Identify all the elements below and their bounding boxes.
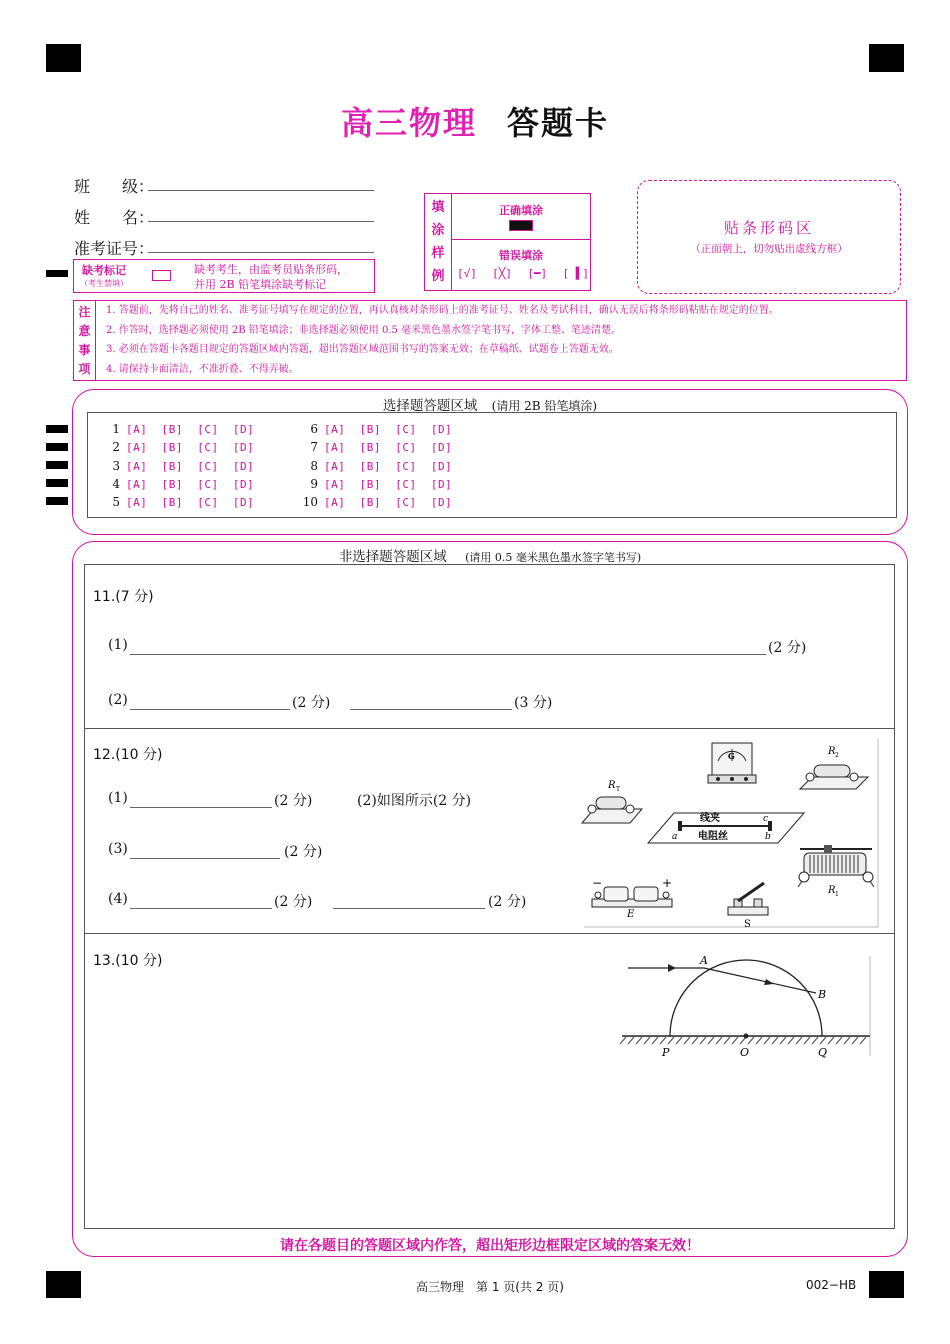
id-label: 准考证号： <box>74 239 155 258</box>
class-label: 班 级： <box>74 177 155 196</box>
q11-part2-score-a: (2 分) <box>292 695 331 711</box>
q12-part4-score-a: (2 分) <box>274 894 313 910</box>
choice-options[interactable]: [A] [B] [C] [D] <box>324 496 453 510</box>
wire-label: 电阻丝 <box>698 831 728 842</box>
q11-part1-blank[interactable] <box>130 654 766 655</box>
notes-side-char: 项 <box>78 362 91 376</box>
choice-options[interactable]: [A] [B] [C] [D] <box>126 441 255 455</box>
wrong-sample: [╳] <box>492 267 513 280</box>
timing-mark <box>46 443 68 451</box>
plus-label: + <box>662 876 673 890</box>
fill-side-char: 填 <box>431 200 445 215</box>
rt-label: R <box>608 780 616 791</box>
wrong-fill-samples <box>457 267 589 280</box>
nonchoice-hint: (请用 0.5 毫米黑色墨水签字笔书写) <box>465 551 642 564</box>
clip-label: 线夹 <box>700 813 720 824</box>
choice-number: 2 <box>112 440 120 455</box>
notes-list <box>106 301 902 379</box>
choice-options[interactable]: [A] [B] [C] [D] <box>324 441 453 455</box>
barcode-sub: （正面朝上，切勿贴出虚线方框） <box>690 243 848 255</box>
c-label: c <box>763 814 769 824</box>
choice-options[interactable]: [A] [B] [C] [D] <box>126 496 255 510</box>
fill-example-box <box>424 193 591 291</box>
notes-box <box>73 300 907 381</box>
q12-part3-label: (3) <box>108 841 128 857</box>
choice-number: 1 <box>112 422 120 436</box>
name-field[interactable] <box>148 221 374 222</box>
thermistor-rt-icon <box>582 780 642 823</box>
name-label: 姓 名： <box>74 208 155 227</box>
q11-part2-score-b: (3 分) <box>514 695 553 711</box>
footer-warning: 请在各题目的答题区域内作答，超出矩形边框限定区域的答案无效！ <box>280 1238 700 1254</box>
note-item: 4. 请保持卡面清洁，不准折叠、不得弄破。 <box>106 363 299 375</box>
timing-mark <box>46 270 68 277</box>
barcode-title: 贴条形码区 <box>723 219 814 237</box>
wrong-sample: [ ▌] <box>562 267 589 280</box>
q-divider <box>84 933 894 934</box>
barcode-area[interactable] <box>637 180 901 294</box>
choice-number: 6 <box>310 422 318 436</box>
fill-divider <box>452 239 590 240</box>
rt-sub: T <box>616 786 621 793</box>
choice-title: 选择题答题区域 <box>382 398 478 414</box>
q12-circuit-figure <box>578 737 881 931</box>
absent-title: 缺考标记 <box>82 264 126 277</box>
choice-number: 4 <box>112 476 120 491</box>
title-subject: 高三物理 <box>340 104 477 142</box>
timing-mark <box>46 425 68 433</box>
q12-part1-blank[interactable] <box>130 807 272 808</box>
choice-number: 5 <box>112 495 120 510</box>
absent-checkbox[interactable] <box>152 270 171 281</box>
choice-options[interactable]: [A] [B] [C] [D] <box>126 477 255 491</box>
corner-mark-top-right <box>869 44 904 72</box>
notes-side <box>74 301 96 380</box>
b-label: b <box>765 832 771 842</box>
class-field[interactable] <box>148 190 374 191</box>
page-title <box>0 98 950 144</box>
choice-options[interactable]: [A] [B] [C] [D] <box>126 423 255 436</box>
point-q-label: Q <box>818 1046 828 1059</box>
notes-side-char: 事 <box>78 343 91 357</box>
q12-part4-label: (4) <box>108 891 128 907</box>
minus-label: − <box>592 876 603 890</box>
r1-label: R <box>828 885 836 896</box>
a-label: a <box>672 832 678 842</box>
q-divider <box>84 728 894 729</box>
q12-part3-blank[interactable] <box>130 858 280 859</box>
point-a-label: A <box>700 954 708 967</box>
absent-text-2: 并用 2B 铅笔填涂缺考标记 <box>194 278 327 291</box>
choice-number: 3 <box>112 458 120 473</box>
choice-header <box>0 394 950 414</box>
q11-part1-score: (2 分) <box>768 640 807 656</box>
correct-fill-label: 正确填涂 <box>499 204 543 217</box>
q11-part2-label: (2) <box>108 692 128 708</box>
q12-part4-blank-b[interactable] <box>333 908 485 909</box>
fill-side-char: 涂 <box>431 223 445 238</box>
fill-side-char: 样 <box>431 246 445 261</box>
choice-number: 8 <box>310 458 318 473</box>
id-field[interactable] <box>148 252 374 253</box>
choice-options[interactable]: [A] [B] [C] [D] <box>324 423 453 436</box>
resistance-wire-board <box>648 811 804 843</box>
timing-mark <box>46 461 68 469</box>
title-card: 答题卡 <box>507 104 610 142</box>
note-item: 2. 作答时，选择题必须使用 2B 铅笔填涂；非选择题必须使用 0.5 毫米黑色墨水签字笔书写，字体工整、笔迹清楚。 <box>106 324 622 336</box>
correct-fill-sample <box>509 220 533 231</box>
q11-part2-blank-a[interactable] <box>130 709 290 710</box>
q12-part1-score: (2 分) <box>274 793 313 809</box>
nonchoice-title: 非选择题答题区域 <box>338 549 447 565</box>
fill-example-side <box>425 194 452 290</box>
rheostat-r1-icon <box>798 845 874 898</box>
choice-hint: (请用 2B 铅笔填涂) <box>491 399 598 413</box>
choice-options[interactable]: [A] [B] [C] [D] <box>126 459 255 473</box>
choice-options[interactable]: [A] [B] [C] [D] <box>324 459 453 473</box>
note-item: 1. 答题前，先将自己的姓名、准考证号填写在规定的位置，再认真核对条形码上的准考证号、姓名及考试科目，确认无误后将条形码粘贴在规定的位置。 <box>106 305 779 316</box>
wrong-sample: [√] <box>457 267 477 280</box>
notes-side-char: 意 <box>78 324 91 338</box>
e-label: E <box>627 909 635 920</box>
battery-e-icon <box>592 876 672 920</box>
q12-part1-label: (1) <box>108 790 128 806</box>
switch-s-icon <box>728 883 768 930</box>
galvanometer-label: G <box>728 751 735 761</box>
point-p-label: P <box>662 1046 670 1059</box>
q12-part2-text: (2)如图所示(2 分) <box>357 793 472 809</box>
absent-text-1: 缺考考生，由监考员贴条形码， <box>194 263 348 276</box>
footer-code: 002−HB <box>806 1278 857 1292</box>
choice-number: 7 <box>310 440 318 455</box>
choice-number: 10 <box>302 495 318 510</box>
r2-label: R <box>828 746 836 757</box>
footer-page: 高三物理 第 1 页(共 2 页) <box>416 1280 564 1294</box>
point-o-label: O <box>740 1046 750 1059</box>
nonchoice-header <box>0 545 950 565</box>
wrong-fill-label: 错误填涂 <box>499 249 543 262</box>
r2-sub: 2 <box>835 752 839 759</box>
q11-part1-label: (1) <box>108 637 128 653</box>
q13-refraction-figure <box>618 952 876 1062</box>
notes-side-char: 注 <box>78 305 91 319</box>
s-label: S <box>744 919 751 930</box>
q12-part4-blank-a[interactable] <box>130 908 272 909</box>
timing-mark <box>46 479 68 487</box>
r1-sub: 1 <box>835 891 839 898</box>
resistor-r2-icon <box>800 746 868 789</box>
q13-label: 13.(10 分) <box>93 953 163 969</box>
q12-part3-score: (2 分) <box>284 844 323 860</box>
choice-number: 9 <box>310 476 318 491</box>
fill-side-char: 例 <box>431 269 445 284</box>
q11-label: 11.(7 分) <box>93 589 154 605</box>
q12-label: 12.(10 分) <box>93 747 163 763</box>
q12-part4-score-b: (2 分) <box>488 894 527 910</box>
point-b-label: B <box>818 988 827 1001</box>
note-item: 3. 必须在答题卡各题目规定的答题区域内答题，超出答题区域范围书写的答案无效；在草稿纸、试题卷上答题无效。 <box>106 344 619 355</box>
timing-mark <box>46 497 68 505</box>
wrong-sample: [━] <box>527 267 548 280</box>
q11-part2-blank-b[interactable] <box>350 709 512 710</box>
absent-mark-box <box>73 259 375 293</box>
galvanometer-icon <box>708 743 756 783</box>
corner-mark-top-left <box>46 44 81 72</box>
choice-options[interactable]: [A] [B] [C] [D] <box>324 477 453 491</box>
absent-sub: （考生禁填） <box>80 279 128 288</box>
